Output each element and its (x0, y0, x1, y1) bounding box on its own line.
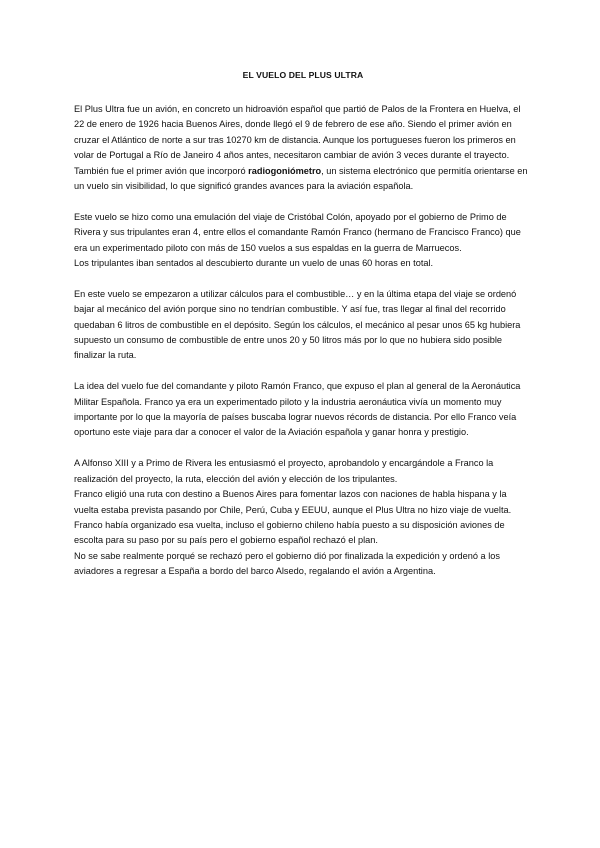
paragraph-text: La idea del vuelo fue del comandante y piloto Ramón Franco, que expuso el plan al general de la Aeronáutica Militar Española. Franco ya era un experimentado piloto y la industria aeronáutica vivía un momento muy importante por lo que la mayoría de países buscaba lograr nuevos récords de distancia. Por ello Franco veía oportuno este viaje para dar a conocer el valor de la Aviación española y ganar honra y prestigio. (74, 381, 521, 438)
section-1 (74, 102, 528, 194)
paragraph-2-1 (74, 210, 528, 256)
paragraph-5-1 (74, 456, 528, 487)
section-5 (74, 456, 528, 579)
paragraph-text: Los tripulantes iban sentados al descubierto durante un vuelo de unas 60 horas en total. (74, 258, 434, 269)
paragraph-1-1 (74, 102, 528, 164)
paragraph-text: , un sistema electrónico que permitía orientarse en un vuelo sin visibilidad, lo que significó grandes avances para la aviación española. (74, 165, 528, 192)
paragraph-5-2 (74, 487, 528, 549)
paragraph-5-3 (74, 549, 528, 580)
section-3 (74, 287, 528, 364)
paragraph-text: Franco eligió una ruta con destino a Buenos Aires para fomentar lazos con naciones de habla hispana y la vuelta estaba prevista pasando por Chile, Perú, Cuba y EEUU, aunque el Plus Ultra no hizo viaje de vuelta. Franco había organizado esa vuelta, incluso el gobierno chileno había puesto a su disposición aviones de escolta para su paso por su país pero el gobierno español rechazó el plan. (74, 489, 512, 546)
bold-term: radiogoniómetro (248, 165, 322, 176)
paragraph-4-1 (74, 379, 528, 441)
paragraph-text: También fue el primer avión que incorporó (74, 165, 249, 176)
paragraph-2-2 (74, 256, 528, 271)
paragraph-1-2 (74, 164, 528, 195)
paragraph-text: No se sabe realmente porqué se rechazó pero el gobierno dió por finalizada la expedición y ordenó a los aviadores a regresar a España a bordo del barco Alsedo, regalando el avión a Argentina. (74, 550, 500, 577)
paragraph-text: El Plus Ultra fue un avión, en concreto un hidroavión español que partió de Palos de la Frontera en Huelva, el 22 de enero de 1926 hacia Buenos Aires, donde llegó el 9 de febrero de ese año. Siendo el primer avión en cruzar el Atlántico de norte a sur tras 10270 km de distancia. Aunque los portugueses fueron los primeros en volar de Portugal a Río de Janeiro 4 años antes, necesitaron cambiar de avión 3 veces durante el trayecto. (74, 104, 521, 161)
section-4 (74, 379, 528, 441)
section-2 (74, 210, 528, 272)
paragraph-3-1 (74, 287, 528, 364)
paragraph-text: Este vuelo se hizo como una emulación del viaje de Cristóbal Colón, apoyado por el gobierno de Primo de Rivera y sus tripulantes eran 4, entre ellos el comandante Ramón Franco (hermano de Francisco Franco) que era un experimentado piloto con más de 150 vuelos a sus espaldas en la guerra de Marruecos. (74, 211, 521, 253)
document-title: EL VUELO DEL PLUS ULTRA (242, 70, 364, 80)
paragraph-text: A Alfonso XIII y a Primo de Rivera les entusiasmó el proyecto, aprobandolo y encargándole a Franco la realización del proyecto, la ruta, elección del avión y elección de los tripulantes. (74, 458, 494, 484)
paragraph-text: En este vuelo se empezaron a utilizar cálculos para el combustible… y en la última etapa del viaje se ordenó bajar al mecánico del avión porque sino no tendrían combustible. Y así fue, tras llegar al final del recorrido quedaban 6 litros de combustible en el depósito. Según los cálculos, el mecánico al pesar unos 65 kg hubiera supuesto un consumo de combustible de entre unos 20 y 50 litros más por lo que no hubiera sido posible finalizar la ruta. (74, 288, 521, 361)
